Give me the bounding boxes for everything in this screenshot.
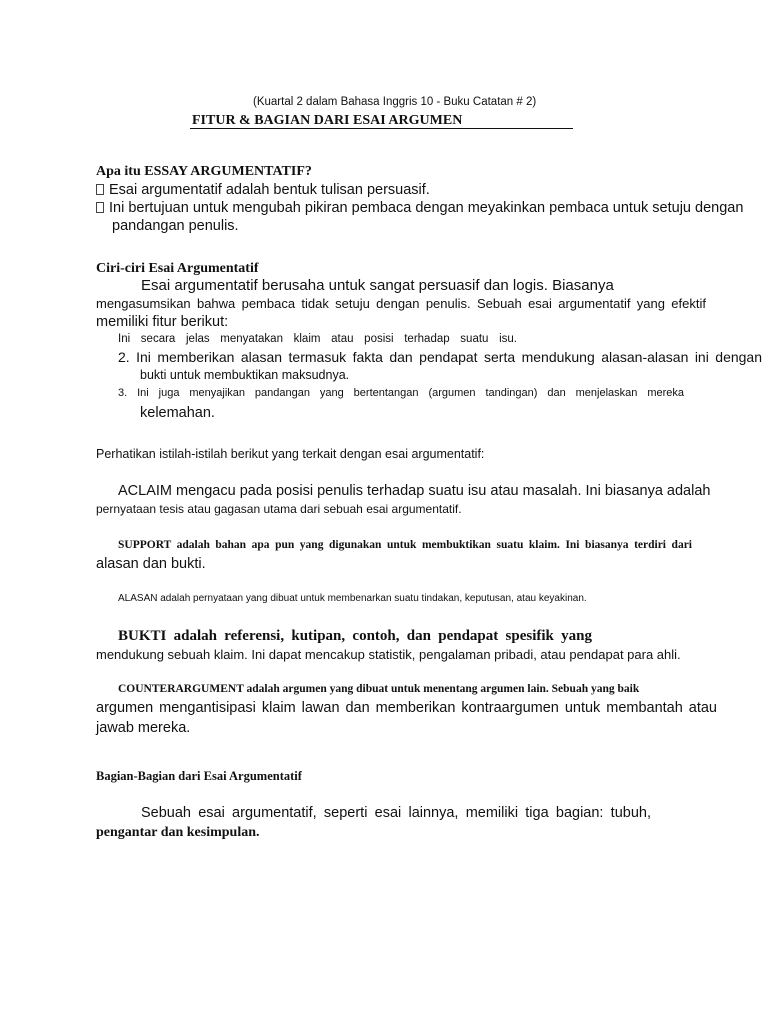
section-heading-parts: Bagian-Bagian dari Esai Argumentatif [96,769,302,783]
bullet-item-2-continuation: pandangan penulis. [112,218,239,234]
feature-item-3-line-2: kelemahan. [140,405,215,421]
bullet-item-1-text: Esai argumentatif adalah bentuk tulisan persuasif. [109,182,430,198]
evidence-definition-line-2: mendukung sebuah klaim. Ini dapat mencakup statistik, pengalaman pribadi, atau pendapat para ahli. [96,647,681,662]
section-heading-what-is: Apa itu ESSAY ARGUMENTATIF? [96,164,312,179]
bullet-item-1 [96,182,430,198]
title-underline [190,128,573,129]
parts-paragraph-line-1: Sebuah esai argumentatif, seperti esai lainnya, memiliki tiga bagian: tubuh, [141,805,651,821]
evidence-definition-line-1: BUKTI adalah referensi, kutipan, contoh, dan pendapat spesifik yang [118,628,592,644]
characteristics-paragraph-line-3: memiliki fitur berikut: [96,314,229,330]
feature-item-3-line-1: 3. Ini juga menyajikan pandangan yang bertentangan (argumen tandingan) dan menjelaskan mereka [118,387,684,399]
support-definition-line-1: SUPPORT adalah bahan apa pun yang digunakan untuk membuktikan suatu klaim. Ini biasanya terdiri dari [118,539,692,551]
claim-definition-line-2: pernyataan tesis atau gagasan utama dari sebuah esai argumentatif. [96,502,462,516]
document-title: FITUR & BAGIAN DARI ESAI ARGUMEN [192,113,463,128]
characteristics-paragraph-line-1: Esai argumentatif berusaha untuk sangat persuasif dan logis. Biasanya [141,277,614,294]
section-heading-characteristics: Ciri-ciri Esai Argumentatif [96,261,259,276]
feature-item-1: Ini secara jelas menyatakan klaim atau posisi terhadap suatu isu. [118,333,517,345]
characteristics-paragraph-line-2: mengasumsikan bahwa pembaca tidak setuju dengan penulis. Sebuah esai argumentatif yang efektif [96,296,706,311]
terms-intro: Perhatikan istilah-istilah berikut yang terkait dengan esai argumentatif: [96,447,485,461]
document-subtitle: (Kuartal 2 dalam Bahasa Inggris 10 - Buku Catatan # 2) [253,96,537,108]
feature-item-2-line-2: bukti untuk membuktikan maksudnya. [140,368,350,382]
parts-paragraph-line-2: pengantar dan kesimpulan. [96,825,260,840]
counterargument-definition-line-2: argumen mengantisipasi klaim lawan dan memberikan kontraargumen untuk membantah atau [96,700,717,716]
feature-item-2-line-1: 2. Ini memberikan alasan termasuk fakta dan pendapat serta mendukung alasan-alasan ini dengan [118,349,762,365]
bullet-box-icon [96,184,104,195]
counterargument-definition-line-1: COUNTERARGUMENT adalah argumen yang dibuat untuk menentang argumen lain. Sebuah yang baik [118,683,640,695]
bullet-item-2 [96,200,743,216]
reason-definition: ALASAN adalah pernyataan yang dibuat untuk membenarkan suatu tindakan, keputusan, atau keyakinan. [118,593,587,604]
bullet-box-icon [96,202,104,213]
bullet-item-2-text: Ini bertujuan untuk mengubah pikiran pembaca dengan meyakinkan pembaca untuk setuju dengan [109,200,744,216]
counterargument-definition-line-3: jawab mereka. [96,720,191,736]
support-definition-line-2: alasan dan bukti. [96,556,206,572]
claim-definition-line-1: ACLAIM mengacu pada posisi penulis terhadap suatu isu atau masalah. Ini biasanya adalah [118,483,711,499]
